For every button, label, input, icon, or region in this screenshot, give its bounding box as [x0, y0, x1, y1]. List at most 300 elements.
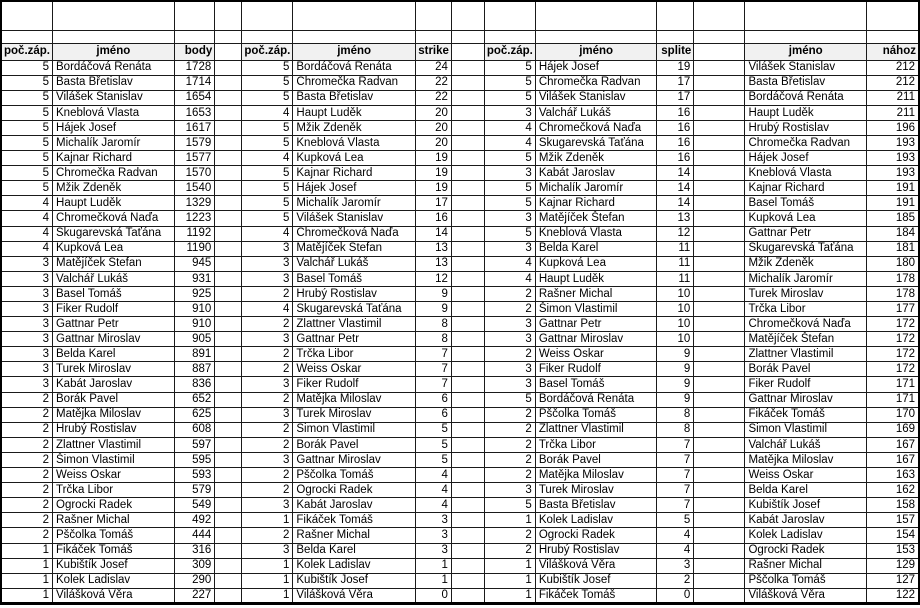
- g2-value-cell[interactable]: 13: [415, 241, 451, 256]
- g2-count-cell[interactable]: 5: [242, 120, 293, 135]
- g2-name-cell[interactable]: Gattnar Miroslav: [293, 452, 416, 467]
- separator-cell[interactable]: [451, 437, 484, 452]
- g3-name-cell[interactable]: Gattnar Miroslav: [535, 332, 657, 347]
- g4-name-cell[interactable]: Kupková Lea: [745, 211, 867, 226]
- separator-cell[interactable]: [694, 588, 745, 603]
- g4-name-cell[interactable]: Hájek Josef: [745, 151, 867, 166]
- g4-value-cell[interactable]: 167: [867, 452, 919, 467]
- separator-cell[interactable]: [694, 196, 745, 211]
- g1-name-cell[interactable]: Gattnar Petr: [53, 317, 175, 332]
- g2-name-cell[interactable]: Zlattner Vlastimil: [293, 317, 416, 332]
- g2-count-cell[interactable]: 5: [242, 181, 293, 196]
- g2-count-cell[interactable]: 2: [242, 528, 293, 543]
- g3-count-cell[interactable]: 5: [484, 196, 535, 211]
- g2-value-cell[interactable]: 20: [415, 105, 451, 120]
- g1-count-cell[interactable]: 4: [1, 241, 53, 256]
- g1-value-cell[interactable]: 309: [174, 558, 215, 573]
- g3-value-cell[interactable]: 5: [657, 513, 694, 528]
- g1-value-cell[interactable]: 316: [174, 543, 215, 558]
- g4-value-cell[interactable]: 193: [867, 166, 919, 181]
- g1-name-cell[interactable]: Weiss Oskar: [53, 468, 175, 483]
- separator-cell[interactable]: [694, 166, 745, 181]
- g3-value-cell[interactable]: 19: [657, 60, 694, 75]
- g1-count-cell[interactable]: 5: [1, 181, 53, 196]
- g3-value-cell[interactable]: 14: [657, 196, 694, 211]
- g2-count-cell[interactable]: 5: [242, 90, 293, 105]
- separator-cell[interactable]: [215, 120, 242, 135]
- g1-name-cell[interactable]: Rašner Michal: [53, 513, 175, 528]
- g1-value-cell[interactable]: 227: [174, 588, 215, 603]
- g3-count-cell[interactable]: 1: [484, 558, 535, 573]
- g1-name-cell[interactable]: Basel Tomáš: [53, 286, 175, 301]
- g3-name-cell[interactable]: Skugarevská Taťána: [535, 135, 657, 150]
- g1-name-cell[interactable]: Matějka Miloslav: [53, 407, 175, 422]
- g1-count-cell[interactable]: 4: [1, 196, 53, 211]
- g4-name-cell[interactable]: Hrubý Rostislav: [745, 120, 867, 135]
- g1-value-cell[interactable]: 925: [174, 286, 215, 301]
- g2-count-cell[interactable]: 4: [242, 226, 293, 241]
- g1-value-cell[interactable]: 549: [174, 498, 215, 513]
- g1-value-cell[interactable]: 1653: [174, 105, 215, 120]
- empty-cell[interactable]: [745, 1, 867, 30]
- g1-count-cell[interactable]: 2: [1, 513, 53, 528]
- g3-name-cell[interactable]: Kupková Lea: [535, 256, 657, 271]
- g3-count-cell[interactable]: 3: [484, 166, 535, 181]
- g2-value-cell[interactable]: 4: [415, 468, 451, 483]
- g2-value-cell[interactable]: 4: [415, 498, 451, 513]
- empty-cell[interactable]: [1, 30, 53, 43]
- g3-name-cell[interactable]: Belda Karel: [535, 241, 657, 256]
- g3-count-cell[interactable]: 3: [484, 332, 535, 347]
- g3-count-cell[interactable]: 5: [484, 60, 535, 75]
- g2-value-cell[interactable]: 3: [415, 528, 451, 543]
- g2-count-cell[interactable]: 2: [242, 422, 293, 437]
- g1-value-cell[interactable]: 891: [174, 347, 215, 362]
- g2-count-cell[interactable]: 1: [242, 513, 293, 528]
- g3-name-cell[interactable]: Chromečková Naďa: [535, 120, 657, 135]
- separator-cell[interactable]: [215, 60, 242, 75]
- g3-name-cell[interactable]: Fiker Rudolf: [535, 362, 657, 377]
- separator-cell[interactable]: [451, 483, 484, 498]
- g2-value-cell[interactable]: 5: [415, 422, 451, 437]
- g1-name-cell[interactable]: Haupt Luděk: [53, 196, 175, 211]
- g1-value-cell[interactable]: 652: [174, 392, 215, 407]
- separator-cell[interactable]: [215, 347, 242, 362]
- g1-count-cell[interactable]: 3: [1, 362, 53, 377]
- g1-name-cell[interactable]: Hrubý Rostislav: [53, 422, 175, 437]
- separator-cell[interactable]: [215, 226, 242, 241]
- g1-name-cell[interactable]: Vilášek Stanislav: [53, 90, 175, 105]
- g4-value-cell[interactable]: 212: [867, 75, 919, 90]
- g3-count-cell[interactable]: 2: [484, 347, 535, 362]
- g3-count-cell[interactable]: 3: [484, 377, 535, 392]
- separator-cell[interactable]: [451, 573, 484, 588]
- g2-value-cell[interactable]: 4: [415, 483, 451, 498]
- separator-cell[interactable]: [451, 392, 484, 407]
- separator-cell[interactable]: [451, 513, 484, 528]
- separator-cell[interactable]: [451, 60, 484, 75]
- separator-cell[interactable]: [694, 226, 745, 241]
- g4-value-cell[interactable]: 184: [867, 226, 919, 241]
- g2-count-cell[interactable]: 1: [242, 573, 293, 588]
- separator-cell[interactable]: [215, 362, 242, 377]
- g3-value-cell[interactable]: 9: [657, 347, 694, 362]
- g3-value-cell[interactable]: 4: [657, 543, 694, 558]
- g4-name-cell[interactable]: Michalík Jaromír: [745, 271, 867, 286]
- g4-value-cell[interactable]: 196: [867, 120, 919, 135]
- empty-cell[interactable]: [53, 30, 175, 43]
- g2-name-cell[interactable]: Fiker Rudolf: [293, 377, 416, 392]
- g3-name-cell[interactable]: Kneblová Vlasta: [535, 226, 657, 241]
- g2-count-cell[interactable]: 4: [242, 302, 293, 317]
- g3-count-cell[interactable]: 5: [484, 498, 535, 513]
- g3-count-cell[interactable]: 5: [484, 392, 535, 407]
- separator-cell[interactable]: [694, 43, 745, 60]
- g2-name-cell[interactable]: Šimon Vlastimil: [293, 422, 416, 437]
- g3-value-cell[interactable]: 14: [657, 166, 694, 181]
- separator-cell[interactable]: [451, 302, 484, 317]
- g4-value-cell[interactable]: 180: [867, 256, 919, 271]
- separator-cell[interactable]: [694, 151, 745, 166]
- g2-name-cell[interactable]: Bordáčová Renáta: [293, 60, 416, 75]
- g3-value-cell[interactable]: 7: [657, 437, 694, 452]
- g1-count-cell[interactable]: 2: [1, 452, 53, 467]
- g4-name-cell[interactable]: Bordáčová Renáta: [745, 90, 867, 105]
- g4-name-cell[interactable]: Basel Tomáš: [745, 196, 867, 211]
- g1-count-cell[interactable]: 5: [1, 151, 53, 166]
- g1-value-cell[interactable]: 910: [174, 302, 215, 317]
- g1-count-cell[interactable]: 2: [1, 437, 53, 452]
- g2-name-cell[interactable]: Kubištík Josef: [293, 573, 416, 588]
- g2-value-cell[interactable]: 22: [415, 75, 451, 90]
- g2-name-cell[interactable]: Pščolka Tomáš: [293, 468, 416, 483]
- g3-value-cell[interactable]: 12: [657, 226, 694, 241]
- g1-name-cell[interactable]: Kolek Ladislav: [53, 573, 175, 588]
- separator-cell[interactable]: [694, 256, 745, 271]
- g3-value-cell[interactable]: 8: [657, 422, 694, 437]
- g2-count-cell[interactable]: 2: [242, 347, 293, 362]
- g4-name-cell[interactable]: Šimon Vlastimil: [745, 422, 867, 437]
- g1-value-cell[interactable]: 290: [174, 573, 215, 588]
- g3-count-cell[interactable]: 4: [484, 135, 535, 150]
- separator-cell[interactable]: [215, 286, 242, 301]
- g3-count-cell[interactable]: 3: [484, 105, 535, 120]
- separator-cell[interactable]: [694, 528, 745, 543]
- separator-cell[interactable]: [694, 468, 745, 483]
- g2-count-cell[interactable]: 4: [242, 151, 293, 166]
- empty-cell[interactable]: [867, 30, 919, 43]
- g2-value-cell[interactable]: 12: [415, 271, 451, 286]
- g2-name-cell[interactable]: Kneblová Vlasta: [293, 135, 416, 150]
- g2-count-cell[interactable]: 5: [242, 211, 293, 226]
- g1-name-cell[interactable]: Skugarevská Taťána: [53, 226, 175, 241]
- g3-value-cell[interactable]: 17: [657, 90, 694, 105]
- g3-name-cell[interactable]: Zlattner Vlastimil: [535, 422, 657, 437]
- g2-name-cell[interactable]: Vilášek Stanislav: [293, 211, 416, 226]
- separator-cell[interactable]: [694, 181, 745, 196]
- g2-name-cell[interactable]: Valchář Lukáš: [293, 256, 416, 271]
- g3-name-cell[interactable]: Borák Pavel: [535, 452, 657, 467]
- g3-value-cell[interactable]: 16: [657, 135, 694, 150]
- separator-cell[interactable]: [694, 1, 745, 30]
- separator-cell[interactable]: [694, 392, 745, 407]
- g2-name-cell[interactable]: Chromečka Radvan: [293, 75, 416, 90]
- g4-name-cell[interactable]: Kneblová Vlasta: [745, 166, 867, 181]
- separator-cell[interactable]: [215, 196, 242, 211]
- g2-name-cell[interactable]: Skugarevská Taťána: [293, 302, 416, 317]
- separator-cell[interactable]: [451, 528, 484, 543]
- g4-name-cell[interactable]: Weiss Oskar: [745, 468, 867, 483]
- g3-name-cell[interactable]: Rašner Michal: [535, 286, 657, 301]
- g4-name-cell[interactable]: Pščolka Tomáš: [745, 573, 867, 588]
- separator-cell[interactable]: [215, 317, 242, 332]
- g2-value-cell[interactable]: 22: [415, 90, 451, 105]
- g1-value-cell[interactable]: 905: [174, 332, 215, 347]
- g3-count-cell[interactable]: 2: [484, 422, 535, 437]
- g1-name-cell[interactable]: Kneblová Vlasta: [53, 105, 175, 120]
- g1-count-cell[interactable]: 2: [1, 483, 53, 498]
- g2-value-cell[interactable]: 14: [415, 226, 451, 241]
- g2-name-cell[interactable]: Kolek Ladislav: [293, 558, 416, 573]
- g4-name-cell[interactable]: Chromečka Radvan: [745, 135, 867, 150]
- g1-value-cell[interactable]: 1329: [174, 196, 215, 211]
- g4-name-cell[interactable]: Chromečková Naďa: [745, 317, 867, 332]
- g1-value-cell[interactable]: 1540: [174, 181, 215, 196]
- g1-value-cell[interactable]: 625: [174, 407, 215, 422]
- g4-name-cell[interactable]: Valchář Lukáš: [745, 437, 867, 452]
- g2-count-cell[interactable]: 3: [242, 407, 293, 422]
- g2-column-header-name[interactable]: jméno: [293, 43, 416, 60]
- g2-count-cell[interactable]: 2: [242, 468, 293, 483]
- empty-cell[interactable]: [484, 30, 535, 43]
- g3-value-cell[interactable]: 10: [657, 317, 694, 332]
- g3-value-cell[interactable]: 7: [657, 483, 694, 498]
- g2-name-cell[interactable]: Turek Miroslav: [293, 407, 416, 422]
- g1-name-cell[interactable]: Vilášková Věra: [53, 588, 175, 603]
- g2-name-cell[interactable]: Kupková Lea: [293, 151, 416, 166]
- g3-value-cell[interactable]: 7: [657, 468, 694, 483]
- separator-cell[interactable]: [694, 377, 745, 392]
- g3-value-cell[interactable]: 16: [657, 105, 694, 120]
- g3-count-cell[interactable]: 1: [484, 588, 535, 603]
- g1-count-cell[interactable]: 3: [1, 256, 53, 271]
- g1-name-cell[interactable]: Gattnar Miroslav: [53, 332, 175, 347]
- separator-cell[interactable]: [451, 271, 484, 286]
- g1-name-cell[interactable]: Borák Pavel: [53, 392, 175, 407]
- g2-name-cell[interactable]: Michalík Jaromír: [293, 196, 416, 211]
- g1-column-header-name[interactable]: jméno: [53, 43, 175, 60]
- g1-name-cell[interactable]: Chromečka Radvan: [53, 166, 175, 181]
- g1-value-cell[interactable]: 444: [174, 528, 215, 543]
- g3-name-cell[interactable]: Valchář Lukáš: [535, 105, 657, 120]
- separator-cell[interactable]: [215, 437, 242, 452]
- g3-value-cell[interactable]: 7: [657, 452, 694, 467]
- g3-value-cell[interactable]: 2: [657, 573, 694, 588]
- g1-name-cell[interactable]: Matějíček Štefan: [53, 256, 175, 271]
- separator-cell[interactable]: [451, 75, 484, 90]
- separator-cell[interactable]: [451, 241, 484, 256]
- separator-cell[interactable]: [215, 271, 242, 286]
- g1-value-cell[interactable]: 1223: [174, 211, 215, 226]
- g2-name-cell[interactable]: Kajnar Richard: [293, 166, 416, 181]
- g4-name-cell[interactable]: Gattnar Miroslav: [745, 392, 867, 407]
- separator-cell[interactable]: [694, 332, 745, 347]
- g1-count-cell[interactable]: 2: [1, 407, 53, 422]
- g1-value-cell[interactable]: 492: [174, 513, 215, 528]
- g1-name-cell[interactable]: Šimon Vlastimil: [53, 452, 175, 467]
- separator-cell[interactable]: [215, 181, 242, 196]
- g2-value-cell[interactable]: 20: [415, 135, 451, 150]
- g4-value-cell[interactable]: 193: [867, 151, 919, 166]
- g1-count-cell[interactable]: 5: [1, 75, 53, 90]
- g3-value-cell[interactable]: 8: [657, 407, 694, 422]
- separator-cell[interactable]: [694, 135, 745, 150]
- g2-count-cell[interactable]: 3: [242, 241, 293, 256]
- g1-name-cell[interactable]: Kabát Jaroslav: [53, 377, 175, 392]
- g3-column-header-name[interactable]: jméno: [535, 43, 657, 60]
- separator-cell[interactable]: [694, 75, 745, 90]
- separator-cell[interactable]: [215, 90, 242, 105]
- g4-value-cell[interactable]: 211: [867, 90, 919, 105]
- g3-count-cell[interactable]: 1: [484, 573, 535, 588]
- g4-name-cell[interactable]: Matějíček Štefan: [745, 332, 867, 347]
- empty-cell[interactable]: [745, 30, 867, 43]
- g3-value-cell[interactable]: 9: [657, 377, 694, 392]
- empty-cell[interactable]: [242, 1, 293, 30]
- g2-value-cell[interactable]: 5: [415, 452, 451, 467]
- g3-name-cell[interactable]: Basta Břetislav: [535, 498, 657, 513]
- g1-count-cell[interactable]: 2: [1, 422, 53, 437]
- g1-count-cell[interactable]: 2: [1, 498, 53, 513]
- g1-count-cell[interactable]: 5: [1, 90, 53, 105]
- g2-value-cell[interactable]: 7: [415, 377, 451, 392]
- g1-count-cell[interactable]: 1: [1, 588, 53, 603]
- g2-value-cell[interactable]: 9: [415, 302, 451, 317]
- separator-cell[interactable]: [451, 226, 484, 241]
- g3-count-cell[interactable]: 2: [484, 528, 535, 543]
- separator-cell[interactable]: [215, 498, 242, 513]
- g1-name-cell[interactable]: Kupková Lea: [53, 241, 175, 256]
- g2-name-cell[interactable]: Gattnar Petr: [293, 332, 416, 347]
- g1-count-cell[interactable]: 2: [1, 392, 53, 407]
- g1-name-cell[interactable]: Fikáček Tomáš: [53, 543, 175, 558]
- g3-name-cell[interactable]: Ogrocki Radek: [535, 528, 657, 543]
- g3-value-cell[interactable]: 10: [657, 332, 694, 347]
- separator-cell[interactable]: [451, 286, 484, 301]
- g4-value-cell[interactable]: 170: [867, 407, 919, 422]
- g4-name-cell[interactable]: Borák Pavel: [745, 362, 867, 377]
- g3-value-cell[interactable]: 17: [657, 75, 694, 90]
- empty-cell[interactable]: [657, 30, 694, 43]
- g3-name-cell[interactable]: Basel Tomáš: [535, 377, 657, 392]
- g1-value-cell[interactable]: 593: [174, 468, 215, 483]
- separator-cell[interactable]: [451, 498, 484, 513]
- separator-cell[interactable]: [215, 377, 242, 392]
- g2-count-cell[interactable]: 2: [242, 286, 293, 301]
- g4-value-cell[interactable]: 172: [867, 362, 919, 377]
- g2-count-cell[interactable]: 2: [242, 392, 293, 407]
- g2-count-cell[interactable]: 5: [242, 166, 293, 181]
- separator-cell[interactable]: [451, 211, 484, 226]
- g2-count-cell[interactable]: 2: [242, 437, 293, 452]
- separator-cell[interactable]: [694, 211, 745, 226]
- g2-count-cell[interactable]: 3: [242, 332, 293, 347]
- g1-value-cell[interactable]: 608: [174, 422, 215, 437]
- g2-value-cell[interactable]: 8: [415, 317, 451, 332]
- g2-count-cell[interactable]: 3: [242, 256, 293, 271]
- separator-cell[interactable]: [451, 105, 484, 120]
- g2-value-cell[interactable]: 19: [415, 151, 451, 166]
- g3-count-cell[interactable]: 4: [484, 120, 535, 135]
- g3-name-cell[interactable]: Turek Miroslav: [535, 483, 657, 498]
- separator-cell[interactable]: [215, 241, 242, 256]
- separator-cell[interactable]: [694, 543, 745, 558]
- separator-cell[interactable]: [451, 1, 484, 30]
- g3-count-cell[interactable]: 2: [484, 407, 535, 422]
- separator-cell[interactable]: [215, 543, 242, 558]
- separator-cell[interactable]: [451, 452, 484, 467]
- g2-value-cell[interactable]: 13: [415, 256, 451, 271]
- g1-name-cell[interactable]: Zlattner Vlastimil: [53, 437, 175, 452]
- g1-count-cell[interactable]: 5: [1, 166, 53, 181]
- g1-name-cell[interactable]: Mžik Zdeněk: [53, 181, 175, 196]
- g1-name-cell[interactable]: Trčka Libor: [53, 483, 175, 498]
- g4-value-cell[interactable]: 178: [867, 286, 919, 301]
- g4-name-cell[interactable]: Turek Miroslav: [745, 286, 867, 301]
- g3-name-cell[interactable]: Pščolka Tomáš: [535, 407, 657, 422]
- g1-name-cell[interactable]: Basta Břetislav: [53, 75, 175, 90]
- g2-name-cell[interactable]: Basta Břetislav: [293, 90, 416, 105]
- g4-value-cell[interactable]: 122: [867, 588, 919, 603]
- g2-value-cell[interactable]: 7: [415, 347, 451, 362]
- g4-name-cell[interactable]: Vilášková Věra: [745, 588, 867, 603]
- g2-column-header-value[interactable]: strike: [415, 43, 451, 60]
- g4-name-cell[interactable]: Zlattner Vlastimil: [745, 347, 867, 362]
- g2-value-cell[interactable]: 19: [415, 181, 451, 196]
- g4-name-cell[interactable]: Kabát Jaroslav: [745, 513, 867, 528]
- g2-name-cell[interactable]: Rašner Michal: [293, 528, 416, 543]
- g4-name-cell[interactable]: Rašner Michal: [745, 558, 867, 573]
- g1-name-cell[interactable]: Belda Karel: [53, 347, 175, 362]
- g2-name-cell[interactable]: Weiss Oskar: [293, 362, 416, 377]
- g1-value-cell[interactable]: 1617: [174, 120, 215, 135]
- g4-column-header-value[interactable]: nához: [867, 43, 919, 60]
- empty-cell[interactable]: [415, 1, 451, 30]
- g3-name-cell[interactable]: Weiss Oskar: [535, 347, 657, 362]
- g4-name-cell[interactable]: Trčka Libor: [745, 302, 867, 317]
- g1-value-cell[interactable]: 1192: [174, 226, 215, 241]
- g3-value-cell[interactable]: 16: [657, 151, 694, 166]
- g1-value-cell[interactable]: 910: [174, 317, 215, 332]
- g3-value-cell[interactable]: 4: [657, 528, 694, 543]
- g4-value-cell[interactable]: 163: [867, 468, 919, 483]
- g2-name-cell[interactable]: Kabát Jaroslav: [293, 498, 416, 513]
- g3-count-cell[interactable]: 4: [484, 256, 535, 271]
- separator-cell[interactable]: [215, 105, 242, 120]
- g2-value-cell[interactable]: 8: [415, 332, 451, 347]
- separator-cell[interactable]: [451, 588, 484, 603]
- separator-cell[interactable]: [451, 317, 484, 332]
- g2-value-cell[interactable]: 20: [415, 120, 451, 135]
- g2-name-cell[interactable]: Fikáček Tomáš: [293, 513, 416, 528]
- separator-cell[interactable]: [694, 573, 745, 588]
- g3-value-cell[interactable]: 0: [657, 588, 694, 603]
- g3-count-cell[interactable]: 2: [484, 286, 535, 301]
- separator-cell[interactable]: [451, 407, 484, 422]
- g2-count-cell[interactable]: 5: [242, 196, 293, 211]
- g4-name-cell[interactable]: Fiker Rudolf: [745, 377, 867, 392]
- empty-cell[interactable]: [174, 30, 215, 43]
